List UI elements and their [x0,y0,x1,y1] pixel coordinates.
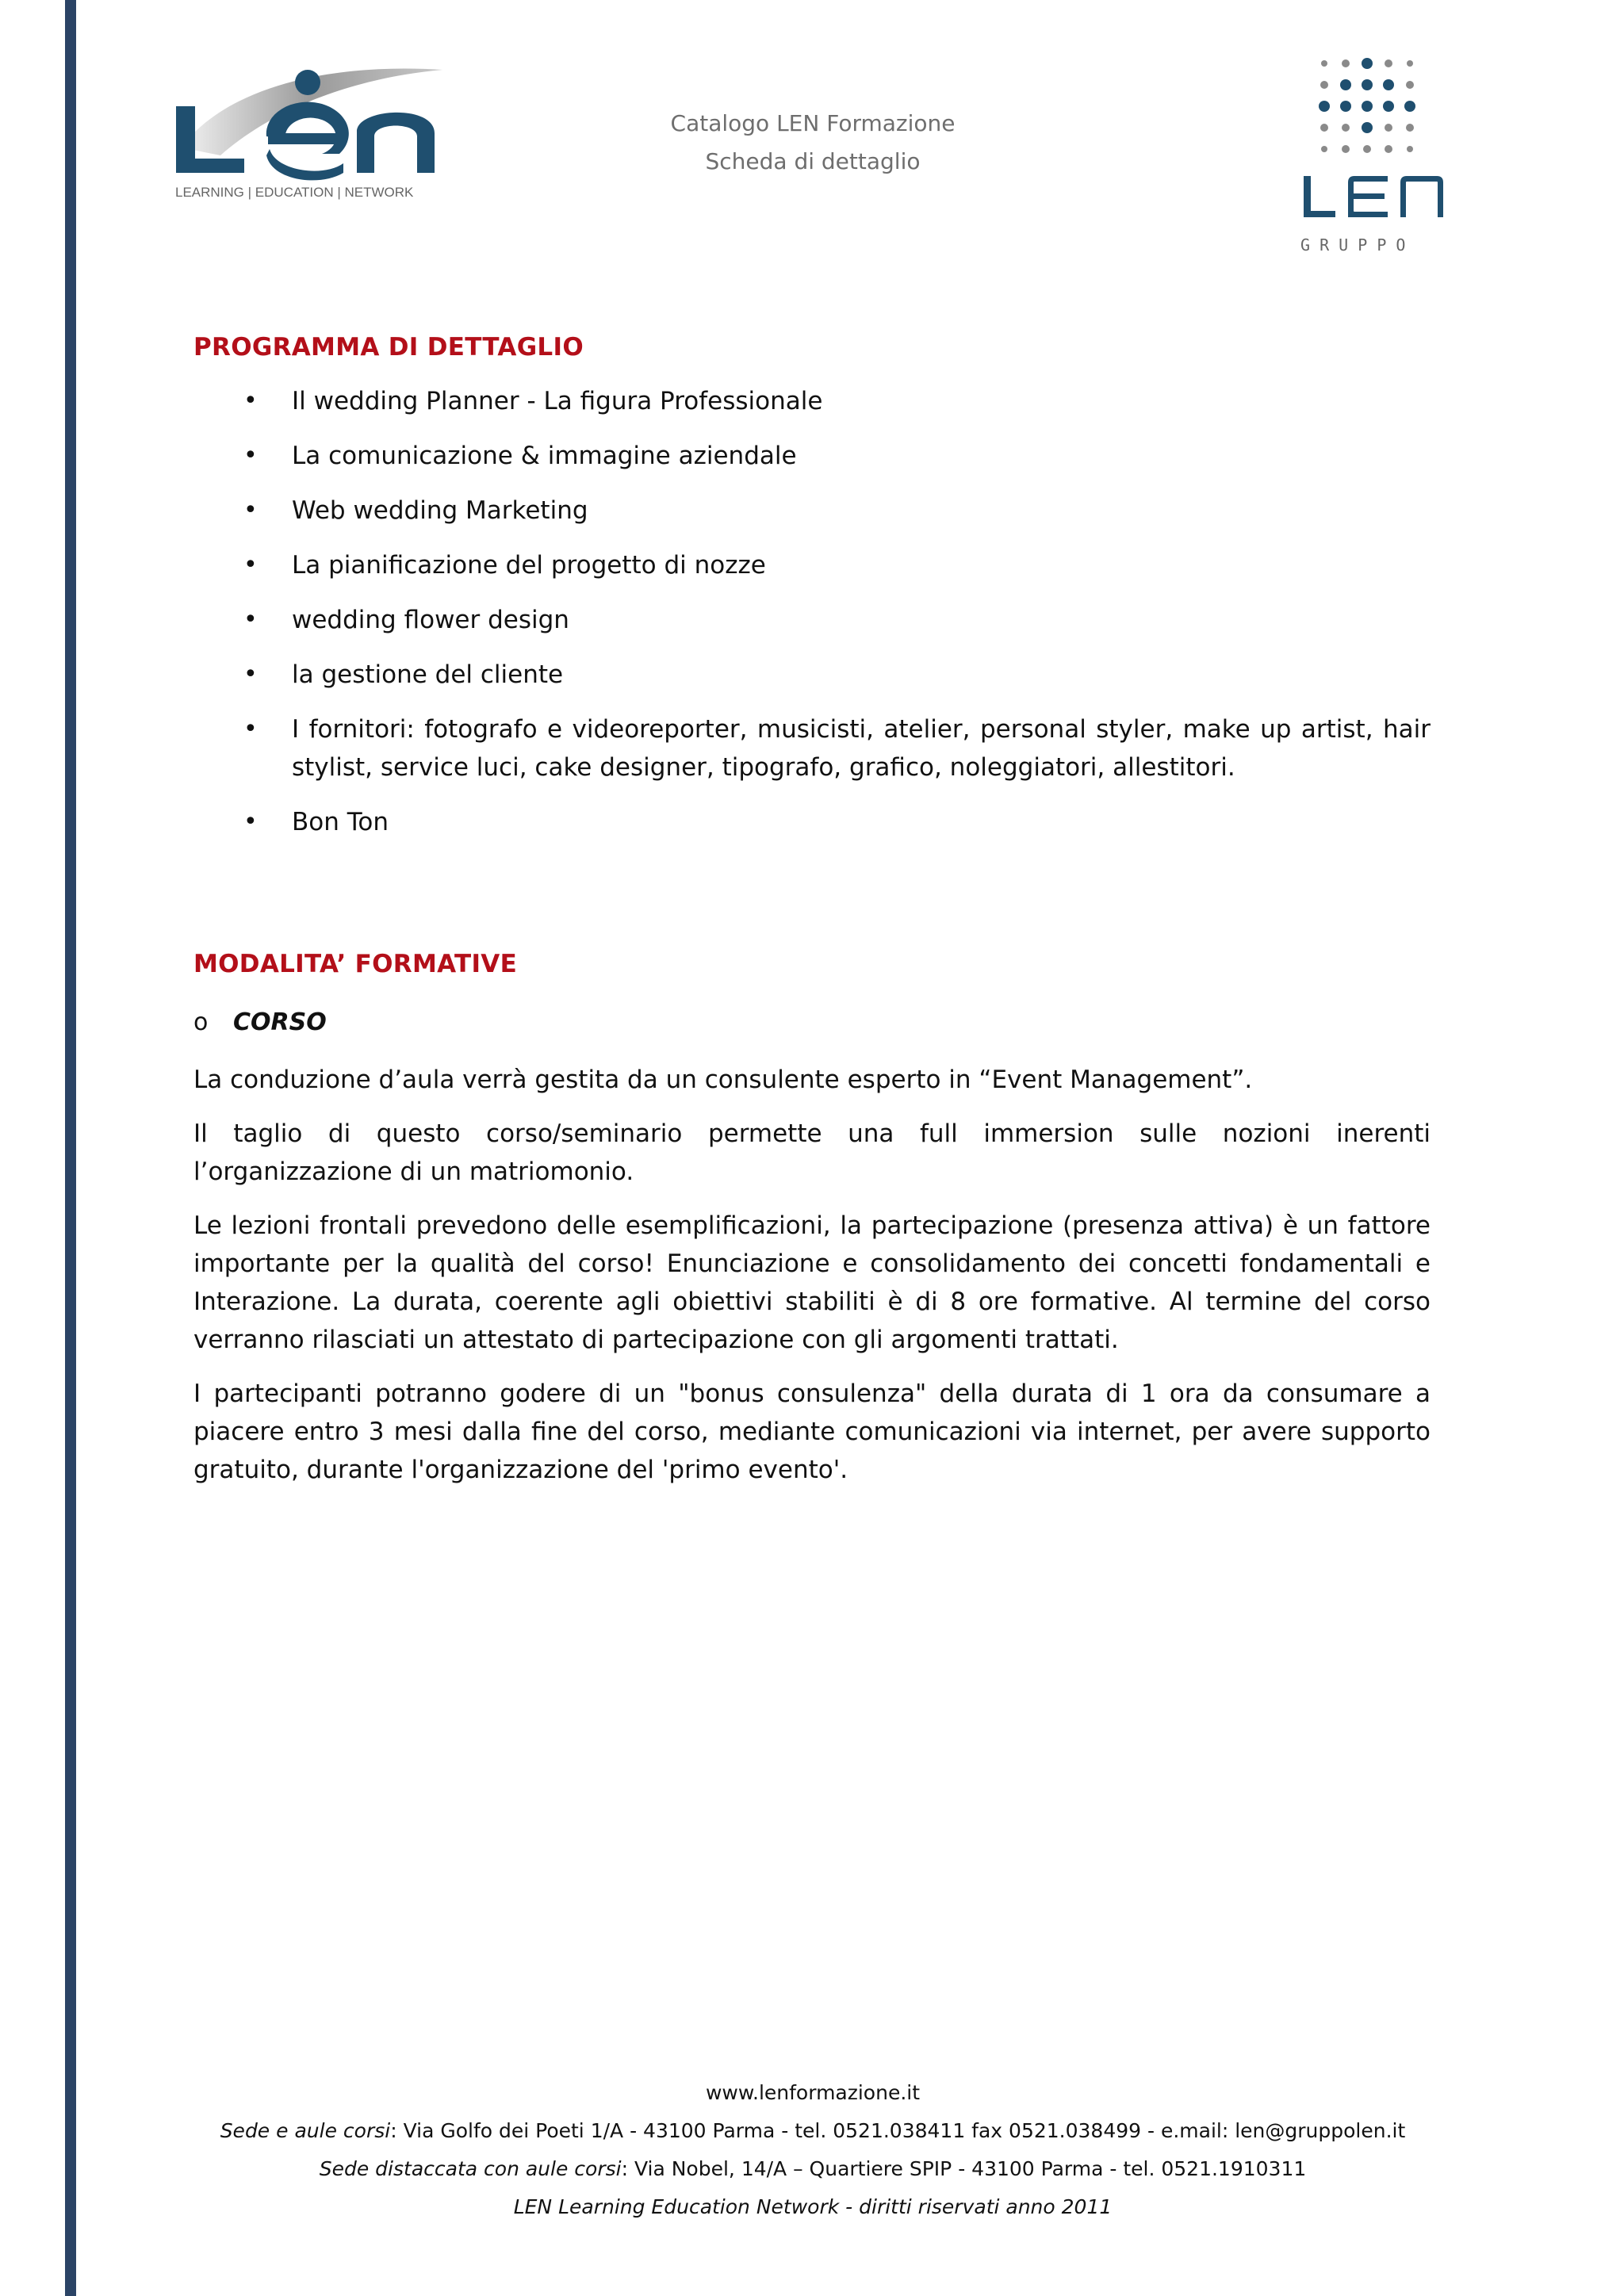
logo-dot [1321,146,1327,152]
footer-label: Sede e aule corsi [220,2119,391,2142]
list-item: • Web wedding Marketing [193,492,1431,530]
len-gruppo-logo [1293,52,1467,258]
logo-dot [1362,58,1373,69]
modalita-title: MODALITA’ FORMATIVE [193,950,518,978]
logo-dot [1320,124,1328,132]
footer-label: Sede distaccata con aule corsi [319,2157,622,2180]
logo-dot [1385,124,1392,132]
programma-title: PROGRAMMA DI DETTAGLIO [193,333,584,362]
logo-dot [1340,79,1351,90]
list-item: • wedding flower design [193,601,1431,639]
paragraph: Il taglio di questo corso/seminario permette una full immersion sulle nozioni inerenti l’organizzazione di un matriomonio. [193,1119,1431,1186]
programma-list [193,382,1431,858]
paragraph: La conduzione d’aula verrà gestita da un consulente esperto in “Event Management”. [193,1066,1253,1094]
modalita-paragraphs [193,1061,1431,1505]
len-gruppo-tagline: G R U P P O [1300,235,1406,254]
logo-dot [1362,122,1373,133]
logo-dot [1407,146,1413,152]
footer-copyright: LEN Learning Education Network - diritti riservati anno 2011 [513,2195,1113,2218]
list-item: • La comunicazione & immagine aziendale [193,437,1431,475]
logo-dot [1342,145,1350,153]
circle-bullet-icon: o [193,1008,209,1036]
footer-text: : Via Golfo dei Poeti 1/A - 43100 Parma - tel. 0521.038411 fax 0521.038499 - e.mail: len@gruppolen.it [390,2119,1406,2142]
footer-address-main [79,2112,1546,2150]
logo-dot [1342,59,1350,67]
list-item: • I fornitori: fotografo e videoreporter, musicisti, atelier, personal styler, make up artist, hair stylist, service luci, cake designer, tipografo, grafico, noleggiatori, allestitori. [193,710,1431,786]
footer-address-branch [79,2150,1546,2188]
corso-heading [193,1008,327,1036]
logo-dot [1363,145,1371,153]
logo-dot [1383,101,1394,112]
logo-dot [1319,101,1330,112]
logo-dot [1385,145,1392,153]
len-logo-tagline: LEARNING | EDUCATION | NETWORK [175,185,414,200]
footer-website[interactable]: www.lenformazione.it [705,2081,921,2104]
logo-dot [1342,124,1350,132]
paragraph: Le lezioni frontali prevedono delle esemplificazioni, la partecipazione (presenza attiva) è un fattore importante per la qualità del corso! Enunciazione e consolidamento dei concetti fondamentali e Interazione. La durata, coerente agli obiettivi stabiliti è di 8 ore formative. Al termine del corso verranno rilasciati un attestato di partecipazione con gli argomenti trattati. [193,1211,1431,1354]
logo-dot [1407,60,1413,67]
logo-dot [1321,60,1327,67]
catalog-subtitle: Scheda di dettaglio [705,148,921,174]
header-text [634,105,991,181]
logo-dot [1385,59,1392,67]
len-logo [173,60,450,203]
logo-dot [1320,81,1328,89]
catalog-title: Catalogo LEN Formazione [670,110,956,136]
left-margin-bar [65,0,76,2296]
dots-grid-icon [1293,52,1467,171]
logo-dot [1383,79,1394,90]
list-item: • Il wedding Planner - La figura Professionale [193,382,1431,420]
list-item: • Bon Ton [193,803,1431,841]
footer [79,2074,1546,2226]
logo-dot [1404,101,1415,112]
logo-dot [1362,79,1373,90]
footer-text: : Via Nobel, 14/A – Quartiere SPIP - 43100 Parma - tel. 0521.1910311 [621,2157,1307,2180]
paragraph: I partecipanti potranno godere di un "bonus consulenza" della durata di 1 ora da consumare a piacere entro 3 mesi dalla fine del corso, mediante comunicazioni via internet, per avere supporto gratuito, durante l'organizzazione del 'primo evento'. [193,1380,1431,1484]
logo-dot [1340,101,1351,112]
logo-dot [1406,124,1414,132]
logo-dot [1406,81,1414,89]
list-item: • La pianificazione del progetto di nozze [193,546,1431,584]
corso-label: CORSO [233,1008,327,1036]
list-item: • la gestione del cliente [193,656,1431,694]
logo-dot [1362,101,1373,112]
